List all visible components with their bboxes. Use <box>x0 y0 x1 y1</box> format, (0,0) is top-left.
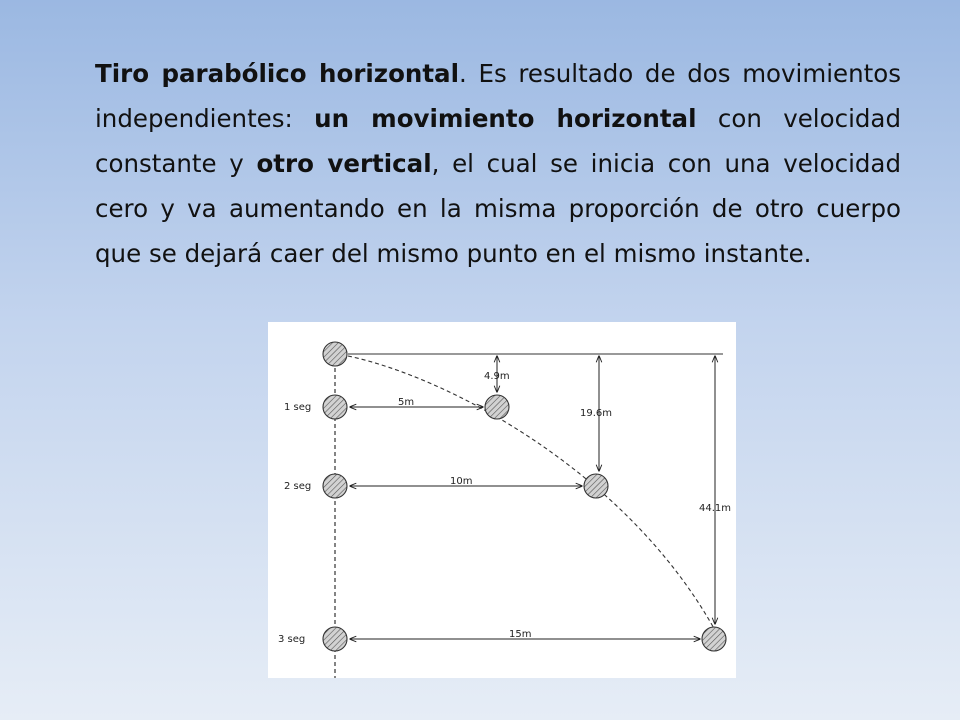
ball-falling-3 <box>323 627 347 651</box>
horizontal-distance-label-1: 5m <box>398 397 415 408</box>
time-label-3: 3 seg <box>278 634 306 645</box>
paragraph-text-2: con velocidad constante y <box>95 104 901 178</box>
projectile-diagram-svg <box>268 322 736 678</box>
paragraph-text-1: . Es resultado de dos movimientos independientes: <box>95 59 901 133</box>
vertical-distance-label-2: 19.6m <box>580 408 613 419</box>
horizontal-distance-label-3: 15m <box>509 629 532 640</box>
ball-projectile-1 <box>485 395 509 419</box>
ball-projectile-2 <box>584 474 608 498</box>
paragraph-text-3: , el cual se inicia con una velocidad cero y va aumentando en la misma proporción de otro cuerpo que se dejará caer del mismo punto en el mismo instante. <box>95 149 901 268</box>
paragraph-bold-vertical: otro vertical <box>256 149 432 178</box>
ball-start <box>323 342 347 366</box>
paragraph-title: Tiro parabólico horizontal <box>95 59 459 88</box>
paragraph-bold-horizontal: un movimiento horizontal <box>314 104 697 133</box>
vertical-distance-label-1: 4.9m <box>484 371 510 382</box>
ball-falling-2 <box>323 474 347 498</box>
ball-falling-1 <box>323 395 347 419</box>
horizontal-distance-label-2: 10m <box>450 476 473 487</box>
projectile-diagram <box>268 322 736 678</box>
ball-projectile-3 <box>702 627 726 651</box>
time-label-1: 1 seg <box>284 402 312 413</box>
vertical-distance-label-3: 44.1m <box>699 503 732 514</box>
description-paragraph <box>95 51 901 276</box>
time-label-2: 2 seg <box>284 481 312 492</box>
